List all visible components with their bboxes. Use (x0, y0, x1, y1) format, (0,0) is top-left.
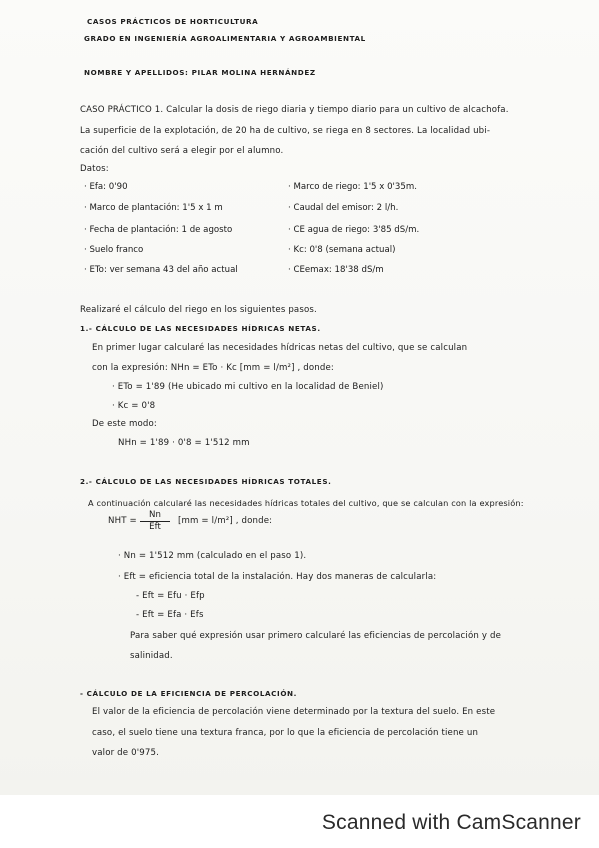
camscanner-watermark: Scanned with CamScanner (321, 811, 581, 834)
data-right-item: · Marco de riego: 1'5 x 0'35m. (288, 182, 417, 192)
section2-heading: 2.- CÁLCULO DE LAS NECESIDADES HÍDRICAS TOTALES. (80, 477, 332, 486)
student-name: NOMBRE Y APELLIDOS: PILAR MOLINA HERNÁNDEZ (84, 68, 316, 77)
section1-paragraph: En primer lugar calcularé las necesidades hídricas netas del cultivo, que se calculan (92, 343, 468, 353)
section1-bullet-kc: · Kc = 0'8 (112, 401, 156, 411)
section1-bullet-eto: · ETo = 1'89 (He ubicado mi cultivo en la localidad de Beniel) (112, 382, 384, 392)
section3-paragraph: El valor de la eficiencia de percolación viene determinado por la textura del suelo. En este (92, 707, 496, 717)
section1-heading: 1.- CÁLCULO DE LAS NECESIDADES HÍDRICAS NETAS. (80, 324, 321, 333)
section3-paragraph: valor de 0'975. (92, 748, 159, 758)
data-right-item: · Kc: 0'8 (semana actual) (288, 245, 396, 255)
case-statement-line2: La superficie de la explotación, de 20 ha de cultivo, se riega en 8 sectores. La localidad ubi- (80, 126, 491, 136)
section2-bullet-nn: · Nn = 1'512 mm (calculado en el paso 1). (118, 551, 307, 561)
data-left-item: · Marco de plantación: 1'5 x 1 m (84, 203, 223, 213)
section3-heading: - CÁLCULO DE LA EFICIENCIA DE PERCOLACIÓN. (80, 689, 297, 698)
data-right-item: · CE agua de riego: 3'85 dS/m. (288, 225, 420, 235)
steps-intro: Realizaré el cálculo del riego en los siguientes pasos. (80, 305, 317, 315)
section2-paragraph: A continuación calcularé las necesidades hídricas totales del cultivo, que se calculan con la expresión: (88, 498, 524, 508)
section2-paragraph: Para saber qué expresión usar primero calcularé las eficiencias de percolación y de (130, 631, 502, 641)
section2-option: - Eft = Efu · Efp (136, 591, 205, 601)
fraction-numerator: Nn (140, 510, 170, 522)
section1-formula-line: con la expresión: NHn = ETo · Kc [mm = l/m²] , donde: (92, 363, 334, 373)
formula-lhs: NHT = (108, 516, 137, 526)
data-left-item: · Efa: 0'90 (84, 182, 128, 192)
section1-result: NHn = 1'89 · 0'8 = 1'512 mm (118, 438, 250, 448)
document-title: CASOS PRÁCTICOS DE HORTICULTURA (87, 17, 259, 26)
formula-rhs: [mm = l/m²] , donde: (178, 516, 273, 526)
data-left-item: · Fecha de plantación: 1 de agosto (84, 225, 233, 235)
section2-bullet-eft: · Eft = eficiencia total de la instalación. Hay dos maneras de calcularla: (118, 572, 437, 582)
data-left-item: · ETo: ver semana 43 del año actual (84, 265, 238, 275)
data-heading: Datos: (80, 164, 109, 174)
section3-paragraph: caso, el suelo tiene una textura franca, por lo que la eficiencia de percolación tiene un (92, 728, 479, 738)
fraction-denominator: Eft (149, 522, 161, 532)
section1-paragraph: De este modo: (92, 419, 157, 429)
section2-option: - Eft = Efa · Efs (136, 610, 204, 620)
case-statement-line3: cación del cultivo será a elegir por el alumno. (80, 146, 284, 156)
degree-line: GRADO EN INGENIERÍA AGROALIMENTARIA Y AGROAMBIENTAL (84, 34, 366, 43)
data-right-item: · CEemax: 18'38 dS/m (288, 265, 384, 275)
section2-paragraph: salinidad. (130, 651, 173, 661)
case-statement-line1: CASO PRÁCTICO 1. Calcular la dosis de riego diaria y tiempo diario para un cultivo de alcachofa. (80, 105, 509, 115)
data-right-item: · Caudal del emisor: 2 l/h. (288, 203, 399, 213)
formula-fraction (140, 510, 170, 533)
data-left-item: · Suelo franco (84, 245, 144, 255)
